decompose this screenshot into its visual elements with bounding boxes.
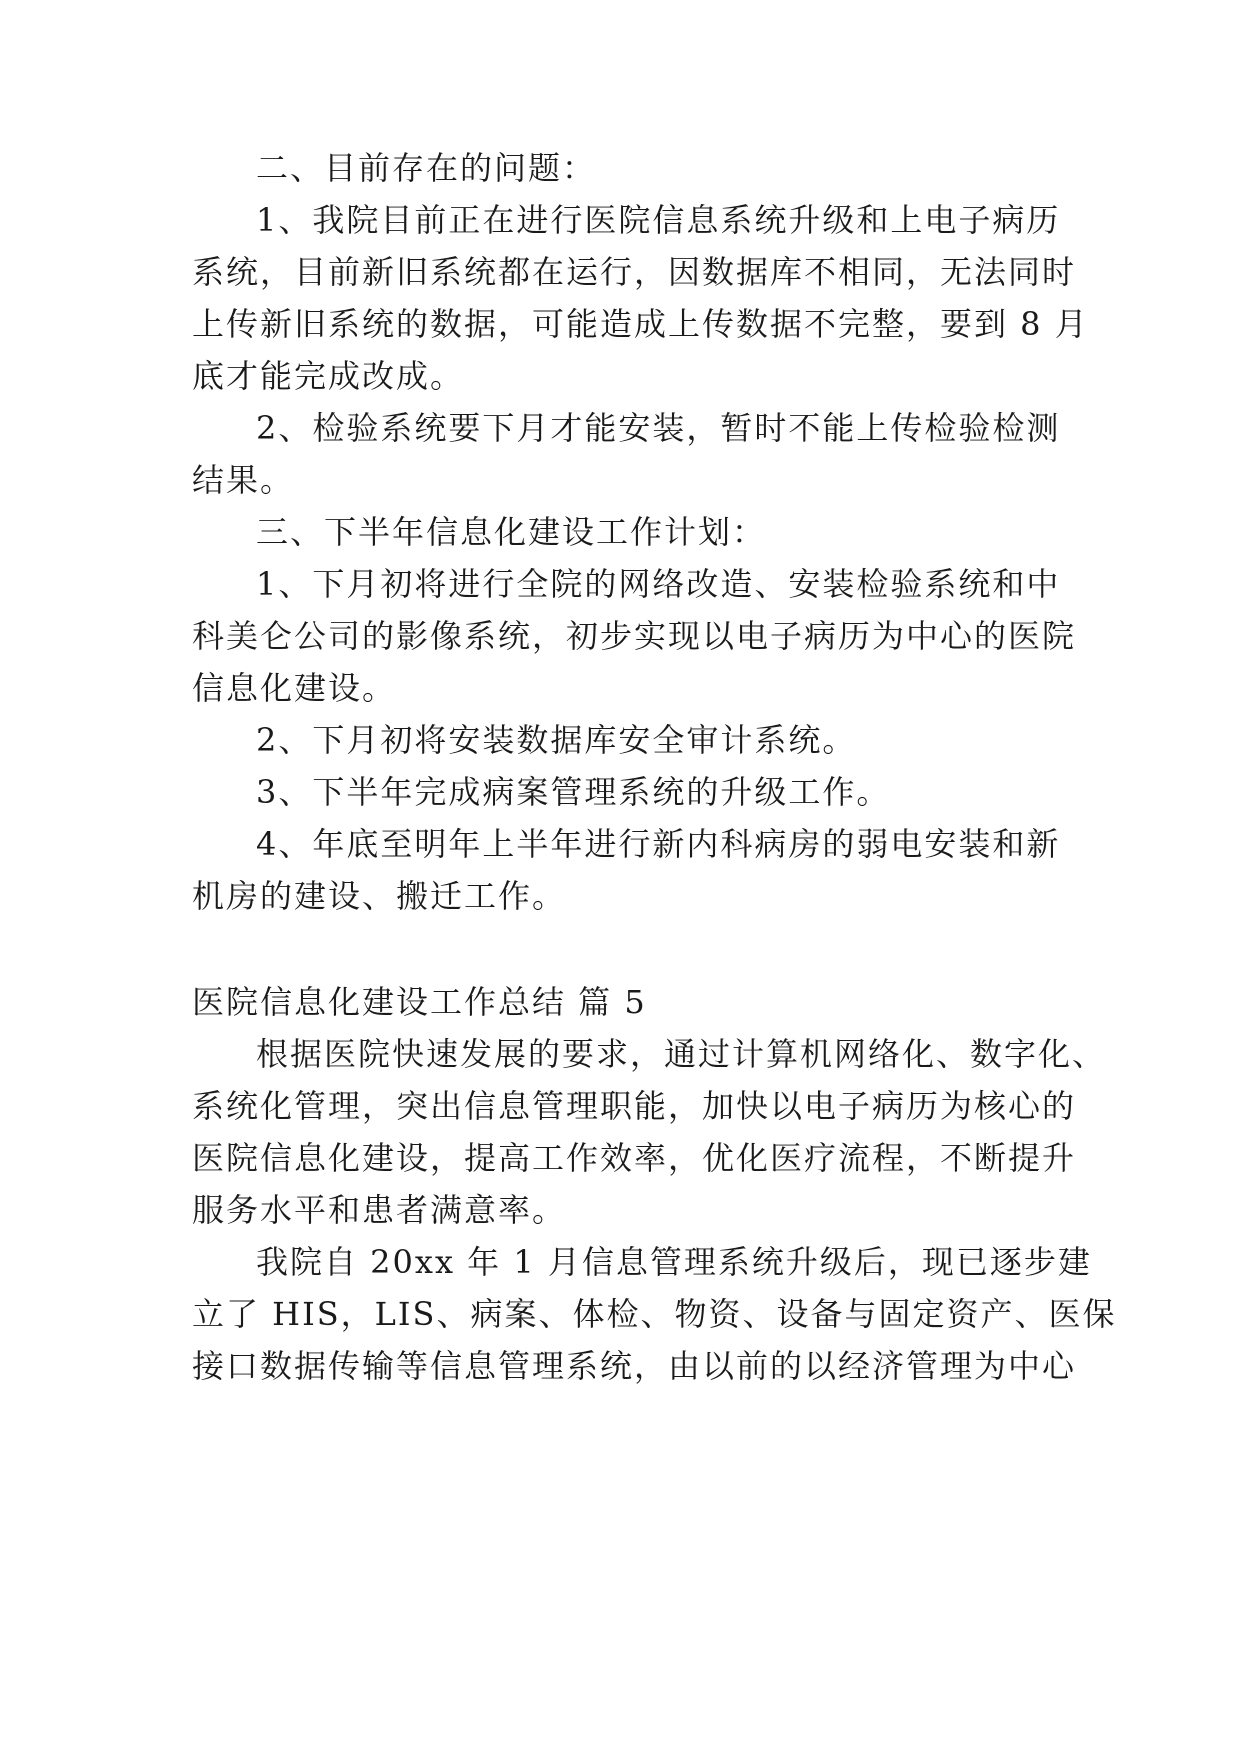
paragraph-line: 底才能完成改成。: [192, 357, 465, 395]
paragraph-line: 机房的建设、搬迁工作。: [192, 877, 567, 915]
paragraph-line: 上传新旧系统的数据，可能造成上传数据不完整，要到 8 月: [192, 305, 1089, 343]
paragraph-line: 根据医院快速发展的要求，通过计算机网络化、数字化、: [256, 1035, 1107, 1073]
paragraph-line: 医院信息化建设，提高工作效率，优化医疗流程，不断提升: [192, 1139, 1077, 1177]
section-heading-problems: 二、目前存在的问题：: [256, 149, 597, 187]
section-heading-plan: 三、下半年信息化建设工作计划：: [256, 513, 767, 551]
paragraph-line: 1、我院目前正在进行医院信息系统升级和上电子病历: [256, 201, 1061, 239]
paragraph-line: 系统，目前新旧系统都在运行，因数据库不相同，无法同时: [192, 253, 1077, 291]
paragraph-line: 服务水平和患者满意率。: [192, 1191, 567, 1229]
paragraph-line: 接口数据传输等信息管理系统，由以前的以经济管理为中心: [192, 1347, 1077, 1385]
paragraph-line: 结果。: [192, 461, 295, 499]
paragraph-line: 信息化建设。: [192, 669, 397, 707]
article-title: 医院信息化建设工作总结 篇 5: [192, 983, 647, 1021]
paragraph-line: 科美仑公司的影像系统，初步实现以电子病历为中心的医院: [192, 617, 1077, 655]
paragraph-line: 4、年底至明年上半年进行新内科病房的弱电安装和新: [256, 825, 1061, 863]
paragraph-line: 1、下月初将进行全院的网络改造、安装检验系统和中: [256, 565, 1061, 603]
paragraph-line: 2、检验系统要下月才能安装，暂时不能上传检验检测: [256, 409, 1061, 447]
paragraph-line: 系统化管理，突出信息管理职能，加快以电子病历为核心的: [192, 1087, 1077, 1125]
paragraph-line: 3、下半年完成病案管理系统的升级工作。: [256, 773, 891, 811]
paragraph-line: 立了 HIS，LIS、病案、体检、物资、设备与固定资产、医保: [192, 1295, 1117, 1333]
paragraph-line: 2、下月初将安装数据库安全审计系统。: [256, 721, 857, 759]
paragraph-line: 我院自 20xx 年 1 月信息管理系统升级后，现已逐步建: [256, 1243, 1092, 1281]
